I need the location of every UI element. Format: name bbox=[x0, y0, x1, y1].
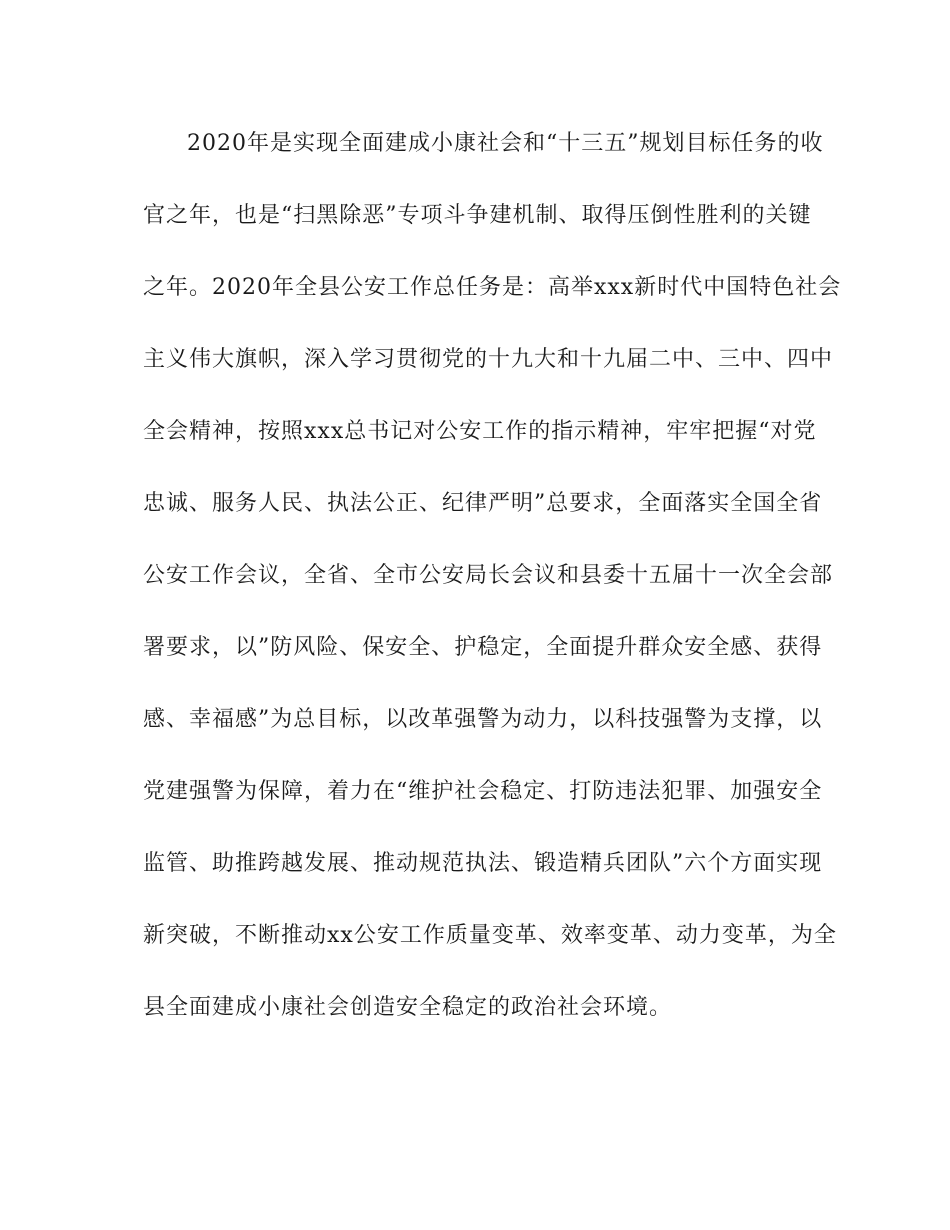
paragraph-line: 监管、助推跨越发展、推动规范执法、锻造精兵团队”六个方面实现 bbox=[143, 851, 823, 876]
paragraph-line: 新突破，不断推动xx公安工作质量变革、效率变革、动力变革，为全 bbox=[143, 923, 837, 948]
paragraph-line: 党建强警为保障，着力在“维护社会稳定、打防违法犯罪、加强安全 bbox=[143, 779, 823, 804]
paragraph-line: 感、幸福感”为总目标，以改革强警为动力，以科技强警为支撑，以 bbox=[143, 707, 823, 732]
paragraph-line: 2020年是实现全面建成小康社会和“十三五”规划目标任务的收 bbox=[187, 131, 824, 156]
paragraph-line: 忠诚、服务人民、执法公正、纪律严明”总要求，全面落实全国全省 bbox=[143, 491, 823, 516]
paragraph-line: 之年。2020年全县公安工作总任务是：高举xxx新时代中国特色社会 bbox=[143, 275, 842, 300]
paragraph-line: 署要求，以”防风险、保安全、护稳定，全面提升群众安全感、获得 bbox=[143, 635, 823, 660]
paragraph-line: 主义伟大旗帜，深入学习贯彻党的十九大和十九届二中、三中、四中 bbox=[143, 347, 834, 372]
paragraph-line: 官之年，也是“扫黑除恶”专项斗争建机制、取得压倒性胜利的关键 bbox=[143, 203, 812, 228]
paragraph-line: 县全面建成小康社会创造安全稳定的政治社会环境。 bbox=[143, 995, 673, 1020]
paragraph-line: 公安工作会议，全省、全市公安局长会议和县委十五届十一次全会部 bbox=[143, 563, 834, 588]
paragraph-line: 全会精神，按照xxx总书记对公安工作的指示精神，牢牢把握“对党 bbox=[143, 419, 817, 444]
body-paragraph bbox=[143, 118, 842, 1054]
